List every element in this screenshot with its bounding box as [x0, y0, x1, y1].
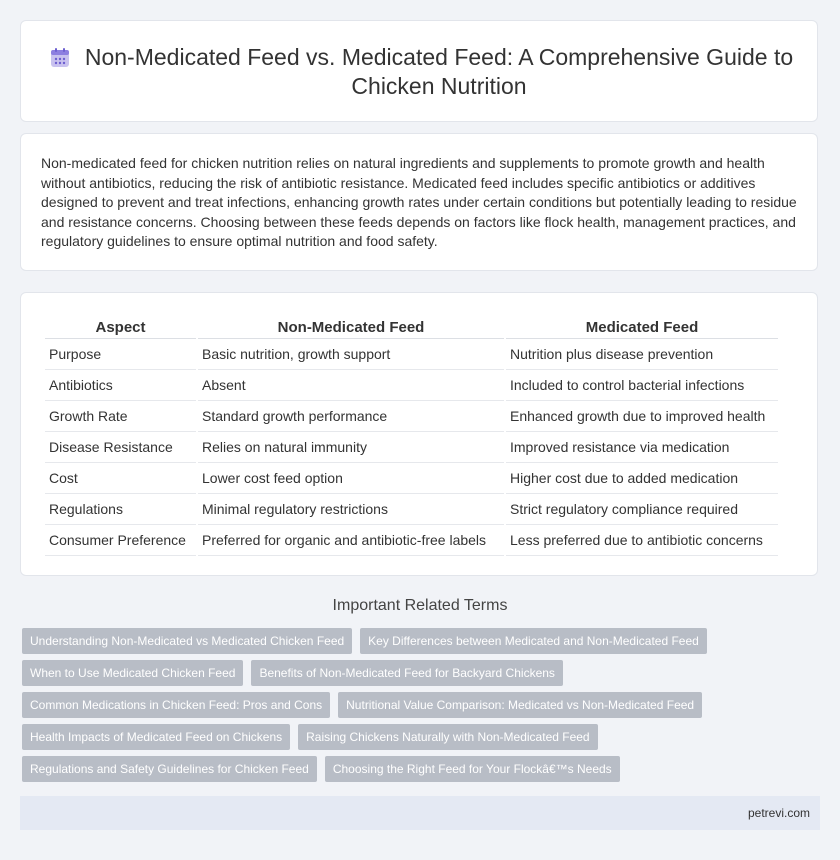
- related-term-link[interactable]: Health Impacts of Medicated Feed on Chickens: [22, 724, 290, 750]
- table-row: [45, 432, 778, 463]
- footer-site[interactable]: petrevi.com: [747, 806, 810, 820]
- cell-aspect: Consumer Preference: [45, 525, 196, 556]
- header-non-medicated: Non-Medicated Feed: [198, 315, 504, 339]
- cell-aspect: Growth Rate: [45, 401, 196, 432]
- tag-row: [22, 756, 812, 782]
- tag-row: [22, 724, 812, 750]
- cell-aspect: Regulations: [45, 494, 196, 525]
- table-row: [45, 401, 778, 432]
- table-header-row: [45, 315, 778, 339]
- cell-aspect: Antibiotics: [45, 370, 196, 401]
- tag-row: [22, 692, 812, 718]
- header-aspect: Aspect: [45, 315, 196, 339]
- related-term-link[interactable]: Regulations and Safety Guidelines for Chicken Feed: [22, 756, 317, 782]
- cell-medicated: Improved resistance via medication: [506, 432, 778, 463]
- related-terms-list: [22, 628, 812, 788]
- table-row: [45, 339, 778, 370]
- footer: [20, 796, 820, 830]
- cell-non-medicated: Basic nutrition, growth support: [198, 339, 504, 370]
- header-card: [20, 20, 818, 122]
- cell-medicated: Included to control bacterial infections: [506, 370, 778, 401]
- tag-row: [22, 660, 812, 686]
- related-term-link[interactable]: Choosing the Right Feed for Your Flockâ€™s Needs: [325, 756, 620, 782]
- cell-aspect: Cost: [45, 463, 196, 494]
- table-row: [45, 525, 778, 556]
- related-term-link[interactable]: Benefits of Non-Medicated Feed for Backyard Chickens: [251, 660, 562, 686]
- related-term-link[interactable]: Common Medications in Chicken Feed: Pros and Cons: [22, 692, 330, 718]
- table-row: [45, 463, 778, 494]
- cell-medicated: Enhanced growth due to improved health: [506, 401, 778, 432]
- related-term-link[interactable]: Nutritional Value Comparison: Medicated vs Non-Medicated Feed: [338, 692, 702, 718]
- related-term-link[interactable]: Understanding Non-Medicated vs Medicated Chicken Feed: [22, 628, 352, 654]
- table-row: [45, 494, 778, 525]
- cell-non-medicated: Minimal regulatory restrictions: [198, 494, 504, 525]
- cell-non-medicated: Lower cost feed option: [198, 463, 504, 494]
- page-title: Non-Medicated Feed vs. Medicated Feed: A Comprehensive Guide to Chicken Nutrition: [84, 44, 794, 99]
- cell-non-medicated: Absent: [198, 370, 504, 401]
- comparison-card: [20, 292, 818, 576]
- related-term-link[interactable]: When to Use Medicated Chicken Feed: [22, 660, 243, 686]
- tag-row: [22, 628, 812, 654]
- cell-non-medicated: Preferred for organic and antibiotic-free labels: [198, 525, 504, 556]
- comparison-table: [43, 315, 780, 556]
- related-term-link[interactable]: Raising Chickens Naturally with Non-Medicated Feed: [298, 724, 597, 750]
- cell-medicated: Higher cost due to added medication: [506, 463, 778, 494]
- table-row: [45, 370, 778, 401]
- cell-non-medicated: Standard growth performance: [198, 401, 504, 432]
- cell-aspect: Purpose: [45, 339, 196, 370]
- cell-medicated: Strict regulatory compliance required: [506, 494, 778, 525]
- summary-text: Non-medicated feed for chicken nutrition relies on natural ingredients and supplements to promote growth and health without antibiotics, reducing the risk of antibiotic resistance. Medicated feed includes specific antibiotics or additives designed to prevent and treat infections, enhancing growth rates under certain conditions but potentially leading to residue and resistance concerns. Choosing between these feeds depends on factors like flock health, management practices, and regulatory guidelines to ensure optimal nutrition and food safety.: [41, 155, 797, 250]
- header-medicated: Medicated Feed: [506, 315, 778, 339]
- related-terms-title: Important Related Terms: [332, 597, 508, 614]
- related-term-link[interactable]: Key Differences between Medicated and Non-Medicated Feed: [360, 628, 707, 654]
- cell-medicated: Nutrition plus disease prevention: [506, 339, 778, 370]
- cell-non-medicated: Relies on natural immunity: [198, 432, 504, 463]
- summary-card: [20, 133, 818, 271]
- cell-medicated: Less preferred due to antibiotic concerns: [506, 525, 778, 556]
- cell-aspect: Disease Resistance: [45, 432, 196, 463]
